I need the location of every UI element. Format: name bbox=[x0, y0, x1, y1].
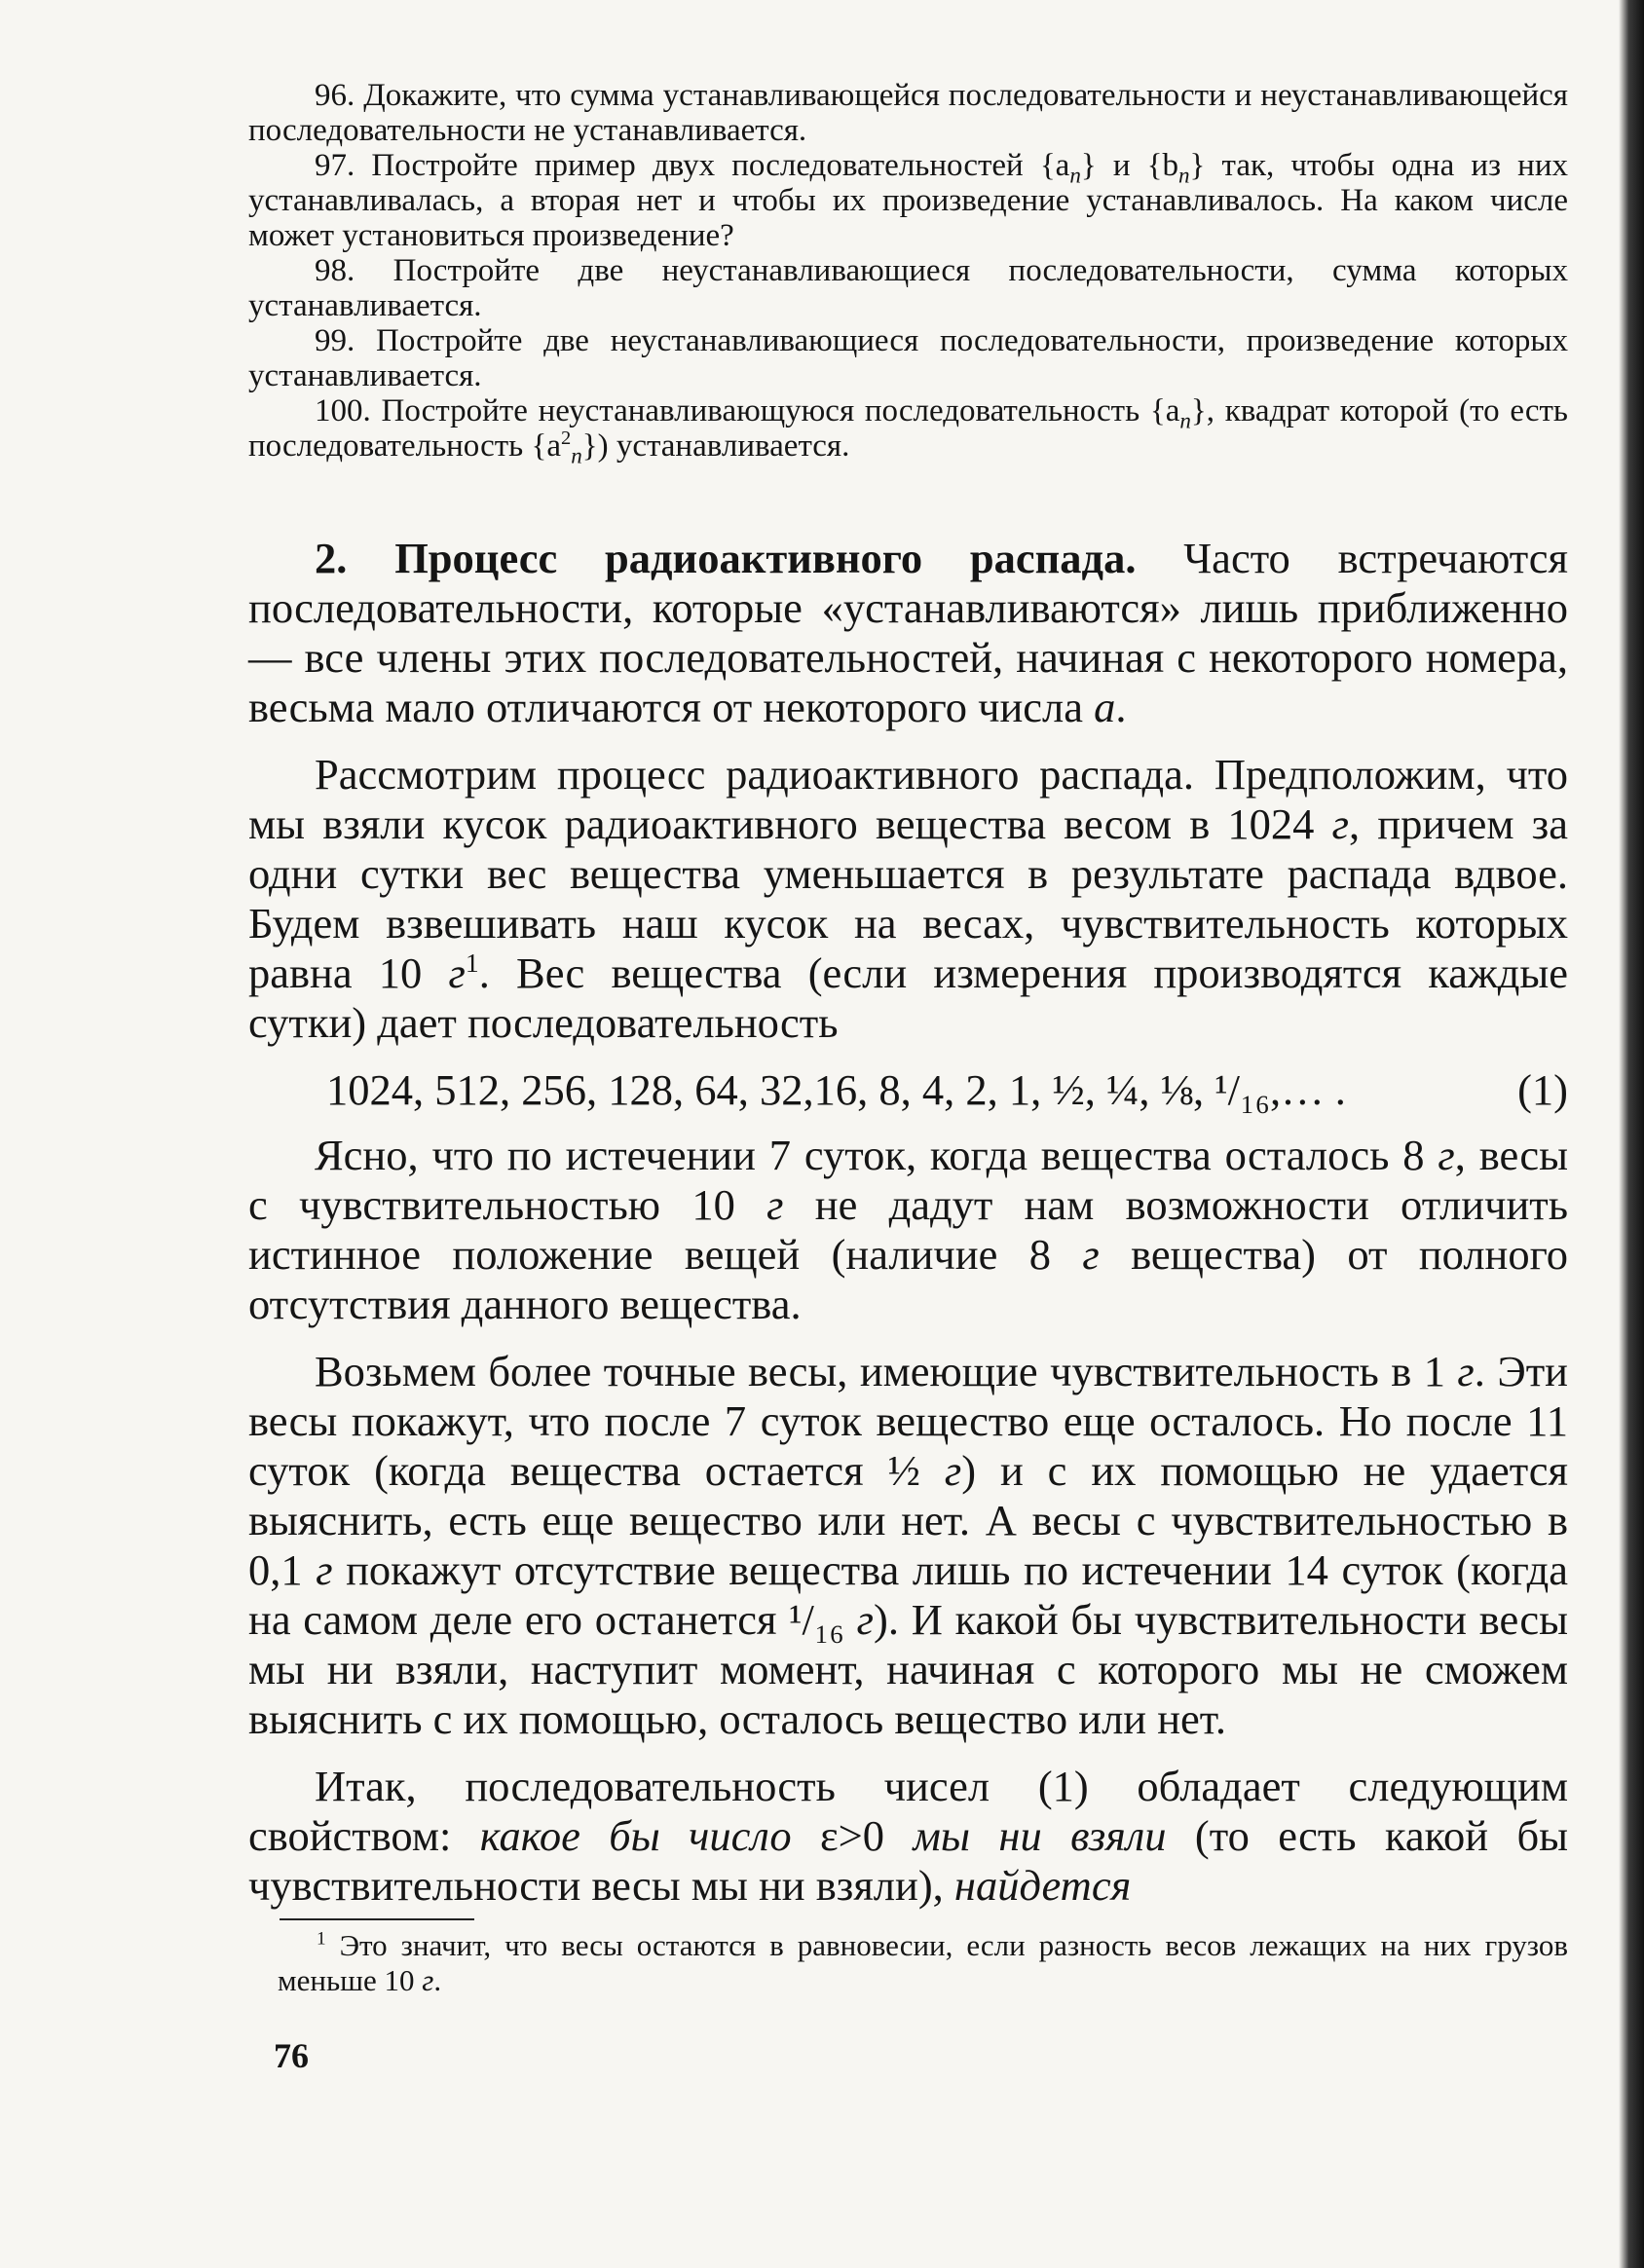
equation-number: (1) bbox=[1517, 1065, 1568, 1114]
exercise-98: 98. Постройте две неустанавливающиеся последовательности, сумма которых устанавливается. bbox=[248, 253, 1568, 323]
paragraph-seven-days: Ясно, что по истечении 7 суток, когда вещества осталось 8 г, весы с чувствительностью 10 г не дадут нам возможности отличить истинное положение вещей (наличие 8 г вещества) от полного отсутствия данного вещества. bbox=[248, 1131, 1569, 1328]
scan-edge-shadow bbox=[1619, 0, 1644, 2268]
exercise-97: 97. Постройте пример двух последовательностей $\{a_n\}$ и $\{b_n\}$ так, чтобы одна из них устанавливалась, а вторая нет и чтобы их произведение устанавливалось. На каком числе может установиться произведение? bbox=[248, 148, 1568, 253]
exercise-99: 99. Постройте две неустанавливающиеся последовательности, произведение которых устанавливается. bbox=[248, 323, 1568, 393]
footnote-marker: 1 bbox=[465, 948, 479, 979]
section-intro: 2. Процесс радиоактивного распада. Часто встречаются последовательности, которые «устанавливаются» лишь приближенно — все члены этих последовательностей, начиная с некоторого номера, весьма мало отличаются от некоторого числа a. bbox=[248, 534, 1568, 731]
footnote-separator bbox=[280, 1918, 474, 1920]
paragraph-precise-scales: Возьмем более точные весы, имеющие чувствительность в 1 г. Эти весы покажут, что после 7 суток вещество еще осталось. Но после 11 суток (когда вещества остается ½ г) и с их помощью не удается выяснить, есть еще вещество или нет. А весы с чувствительностью в 0,1 г покажут отсутствие вещества лишь по истечении 14 суток (когда на самом деле его останется ¹/₁₆ г). И какой бы чувствительности весы мы ни взяли, наступит момент, начиная с которого мы не сможем выяснить с их помощью, осталось вещество или нет. bbox=[248, 1347, 1569, 1743]
footnote: $^1$ Это значит, что весы остаются в равновесии, если разность весов лежащих на них грузов меньше 10 г. bbox=[278, 1928, 1568, 1997]
page-number: 76 bbox=[274, 2036, 309, 2075]
exercise-list bbox=[248, 78, 1568, 468]
sequence-formula: 1024, 512, 256, 128, 64, 32,16, 8, 4, 2, 1, ½, ¼, ⅛, ¹/₁₆,… . (1) bbox=[326, 1065, 1568, 1114]
section-heading: 2. Процесс радиоактивного распада. bbox=[315, 534, 1137, 582]
exercise-100: 100. Постройте неустанавливающуюся последовательность $\{a_n\}$, квадрат которой (то есть последовательность $\{a^2_n\}$) устанавливается. bbox=[248, 393, 1568, 468]
exercise-96: 96. Докажите, что сумма устанавливающейся последовательности и неустанавливающейся последовательности не устанавливается. bbox=[248, 78, 1568, 148]
section-radioactive-decay bbox=[248, 534, 1568, 1928]
paragraph-decay-process: Рассмотрим процесс радиоактивного распада. Предположим, что мы взяли кусок радиоактивного вещества весом в 1024 г, причем за одни сутки вес вещества уменьшается в результате распада вдвое. Будем взвешивать наш кусок на весах, чувствительность которых равна 10 $г^1$. Вес вещества (если измерения производятся каждые сутки) дает последовательность bbox=[248, 750, 1569, 1047]
paragraph-conclusion: Итак, последовательность чисел (1) обладает следующим свойством: какое бы число ε>0 мы ни взяли (то есть какой бы чувствительности весы мы ни взяли), найдется bbox=[248, 1762, 1569, 1910]
